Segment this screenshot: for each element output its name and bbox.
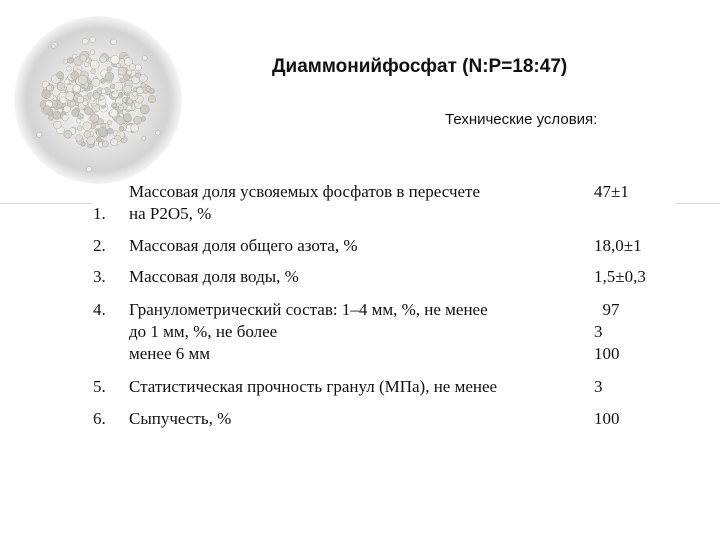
granule — [107, 120, 112, 125]
row-value-line: 47±1 — [594, 182, 629, 201]
row-description — [129, 299, 579, 365]
row-description — [129, 408, 579, 430]
granule — [66, 92, 75, 101]
row-value — [594, 266, 646, 288]
granule — [110, 109, 118, 117]
granule — [53, 111, 61, 119]
granule — [101, 78, 106, 83]
row-value — [594, 299, 620, 365]
row-value — [594, 181, 629, 203]
granule — [110, 139, 117, 146]
row-number: 4. — [93, 300, 106, 319]
granule — [81, 142, 85, 146]
granule — [80, 55, 87, 62]
granule — [73, 84, 81, 92]
granule — [67, 58, 72, 63]
granule — [65, 79, 70, 84]
granule — [119, 126, 124, 131]
granule — [82, 38, 88, 44]
granule — [137, 87, 144, 94]
row-text-line: Массовая доля воды, % — [129, 267, 299, 286]
granule — [133, 92, 137, 96]
granule — [118, 67, 126, 75]
granule — [42, 90, 51, 99]
row-text-line: Массовая доля усвояемых фосфатов в пересчете — [129, 182, 481, 201]
granule — [51, 44, 55, 48]
granule — [105, 72, 114, 81]
granule — [77, 96, 84, 103]
granule — [124, 58, 132, 66]
granule — [118, 92, 123, 97]
granule — [123, 114, 131, 122]
row-text-line: менее 6 мм — [129, 344, 211, 363]
granule — [135, 73, 140, 78]
granule — [124, 85, 132, 93]
granule — [93, 92, 100, 99]
row-number: 1. — [93, 204, 106, 223]
granule — [141, 83, 146, 88]
row-number: 6. — [93, 409, 106, 428]
granule — [48, 115, 53, 120]
granule — [91, 69, 96, 74]
granule — [57, 83, 65, 91]
granule — [96, 137, 101, 142]
row-value-line: 100 — [594, 409, 620, 428]
granule — [134, 116, 142, 124]
row-value-line: 97 — [594, 300, 620, 319]
granule — [127, 99, 132, 104]
row-value — [594, 408, 620, 430]
granule — [64, 130, 72, 138]
row-text-line: на Р2О5, % — [129, 204, 212, 223]
granule — [100, 56, 107, 63]
granule — [46, 85, 52, 91]
granule — [111, 55, 120, 64]
granule — [90, 60, 99, 69]
granule — [77, 126, 82, 131]
granule — [90, 50, 95, 55]
row-value — [594, 235, 642, 257]
granule — [114, 82, 123, 91]
granule — [100, 95, 105, 100]
row-description — [129, 235, 579, 257]
page-title: Диаммонийфосфат (N:P=18:47) — [272, 56, 568, 77]
granule — [131, 124, 139, 132]
granule — [86, 166, 92, 172]
granule — [83, 101, 88, 106]
granule — [67, 66, 72, 71]
granule — [91, 114, 99, 122]
granules-svg — [12, 14, 184, 186]
granule — [57, 72, 64, 79]
row-description — [129, 266, 579, 288]
granule — [142, 56, 147, 61]
page-subtitle: Технические условия: — [445, 111, 598, 128]
row-value-line: 1,5±0,3 — [594, 267, 646, 286]
granule — [135, 65, 141, 71]
row-description — [129, 181, 579, 225]
granule — [72, 109, 79, 116]
granule — [110, 84, 115, 89]
row-text-line: Сыпучесть, % — [129, 409, 232, 428]
row-value-line: 3 — [594, 377, 603, 396]
row-number: 2. — [93, 236, 106, 255]
granule — [63, 59, 68, 64]
granules-dish-image — [12, 14, 184, 186]
row-description — [129, 376, 579, 398]
granule — [111, 103, 116, 108]
granule — [62, 115, 68, 121]
granule — [116, 63, 121, 68]
granule — [156, 131, 161, 136]
granule — [98, 127, 107, 136]
row-value-line: 100 — [594, 344, 620, 363]
granule — [70, 101, 75, 106]
row-text-line: Гранулометрический состав: 1–4 мм, %, не менее — [129, 300, 488, 319]
granule — [149, 88, 155, 94]
row-value-line: 3 — [594, 322, 603, 341]
granule — [148, 95, 155, 102]
granule — [43, 106, 51, 114]
row-text-line: Статистическая прочность гранул (МПа), не менее — [129, 377, 498, 396]
granule — [60, 97, 67, 104]
row-text-line: до 1 мм, %, не более — [129, 322, 278, 341]
row-value — [594, 376, 603, 398]
divider-right — [676, 203, 720, 204]
granule — [112, 91, 119, 98]
divider-left — [0, 203, 92, 204]
granule — [92, 78, 100, 86]
granule — [53, 121, 61, 129]
granule — [111, 39, 117, 45]
granule — [107, 67, 112, 72]
granule — [84, 62, 89, 67]
granule — [124, 74, 130, 80]
row-number: 3. — [93, 267, 106, 286]
granule — [76, 135, 83, 142]
granule — [87, 136, 95, 144]
granule — [119, 105, 124, 110]
granule — [78, 75, 87, 84]
granule — [140, 105, 149, 114]
granule — [83, 122, 92, 131]
granule — [101, 89, 106, 94]
granule — [90, 37, 96, 43]
row-text-line: Массовая доля общего азота, % — [129, 236, 358, 255]
granule — [37, 132, 42, 137]
granule — [142, 136, 146, 140]
granule — [107, 128, 113, 134]
granule — [116, 116, 124, 124]
granule — [102, 141, 108, 147]
row-value-line: 18,0±1 — [594, 236, 642, 255]
row-number: 5. — [93, 377, 106, 396]
